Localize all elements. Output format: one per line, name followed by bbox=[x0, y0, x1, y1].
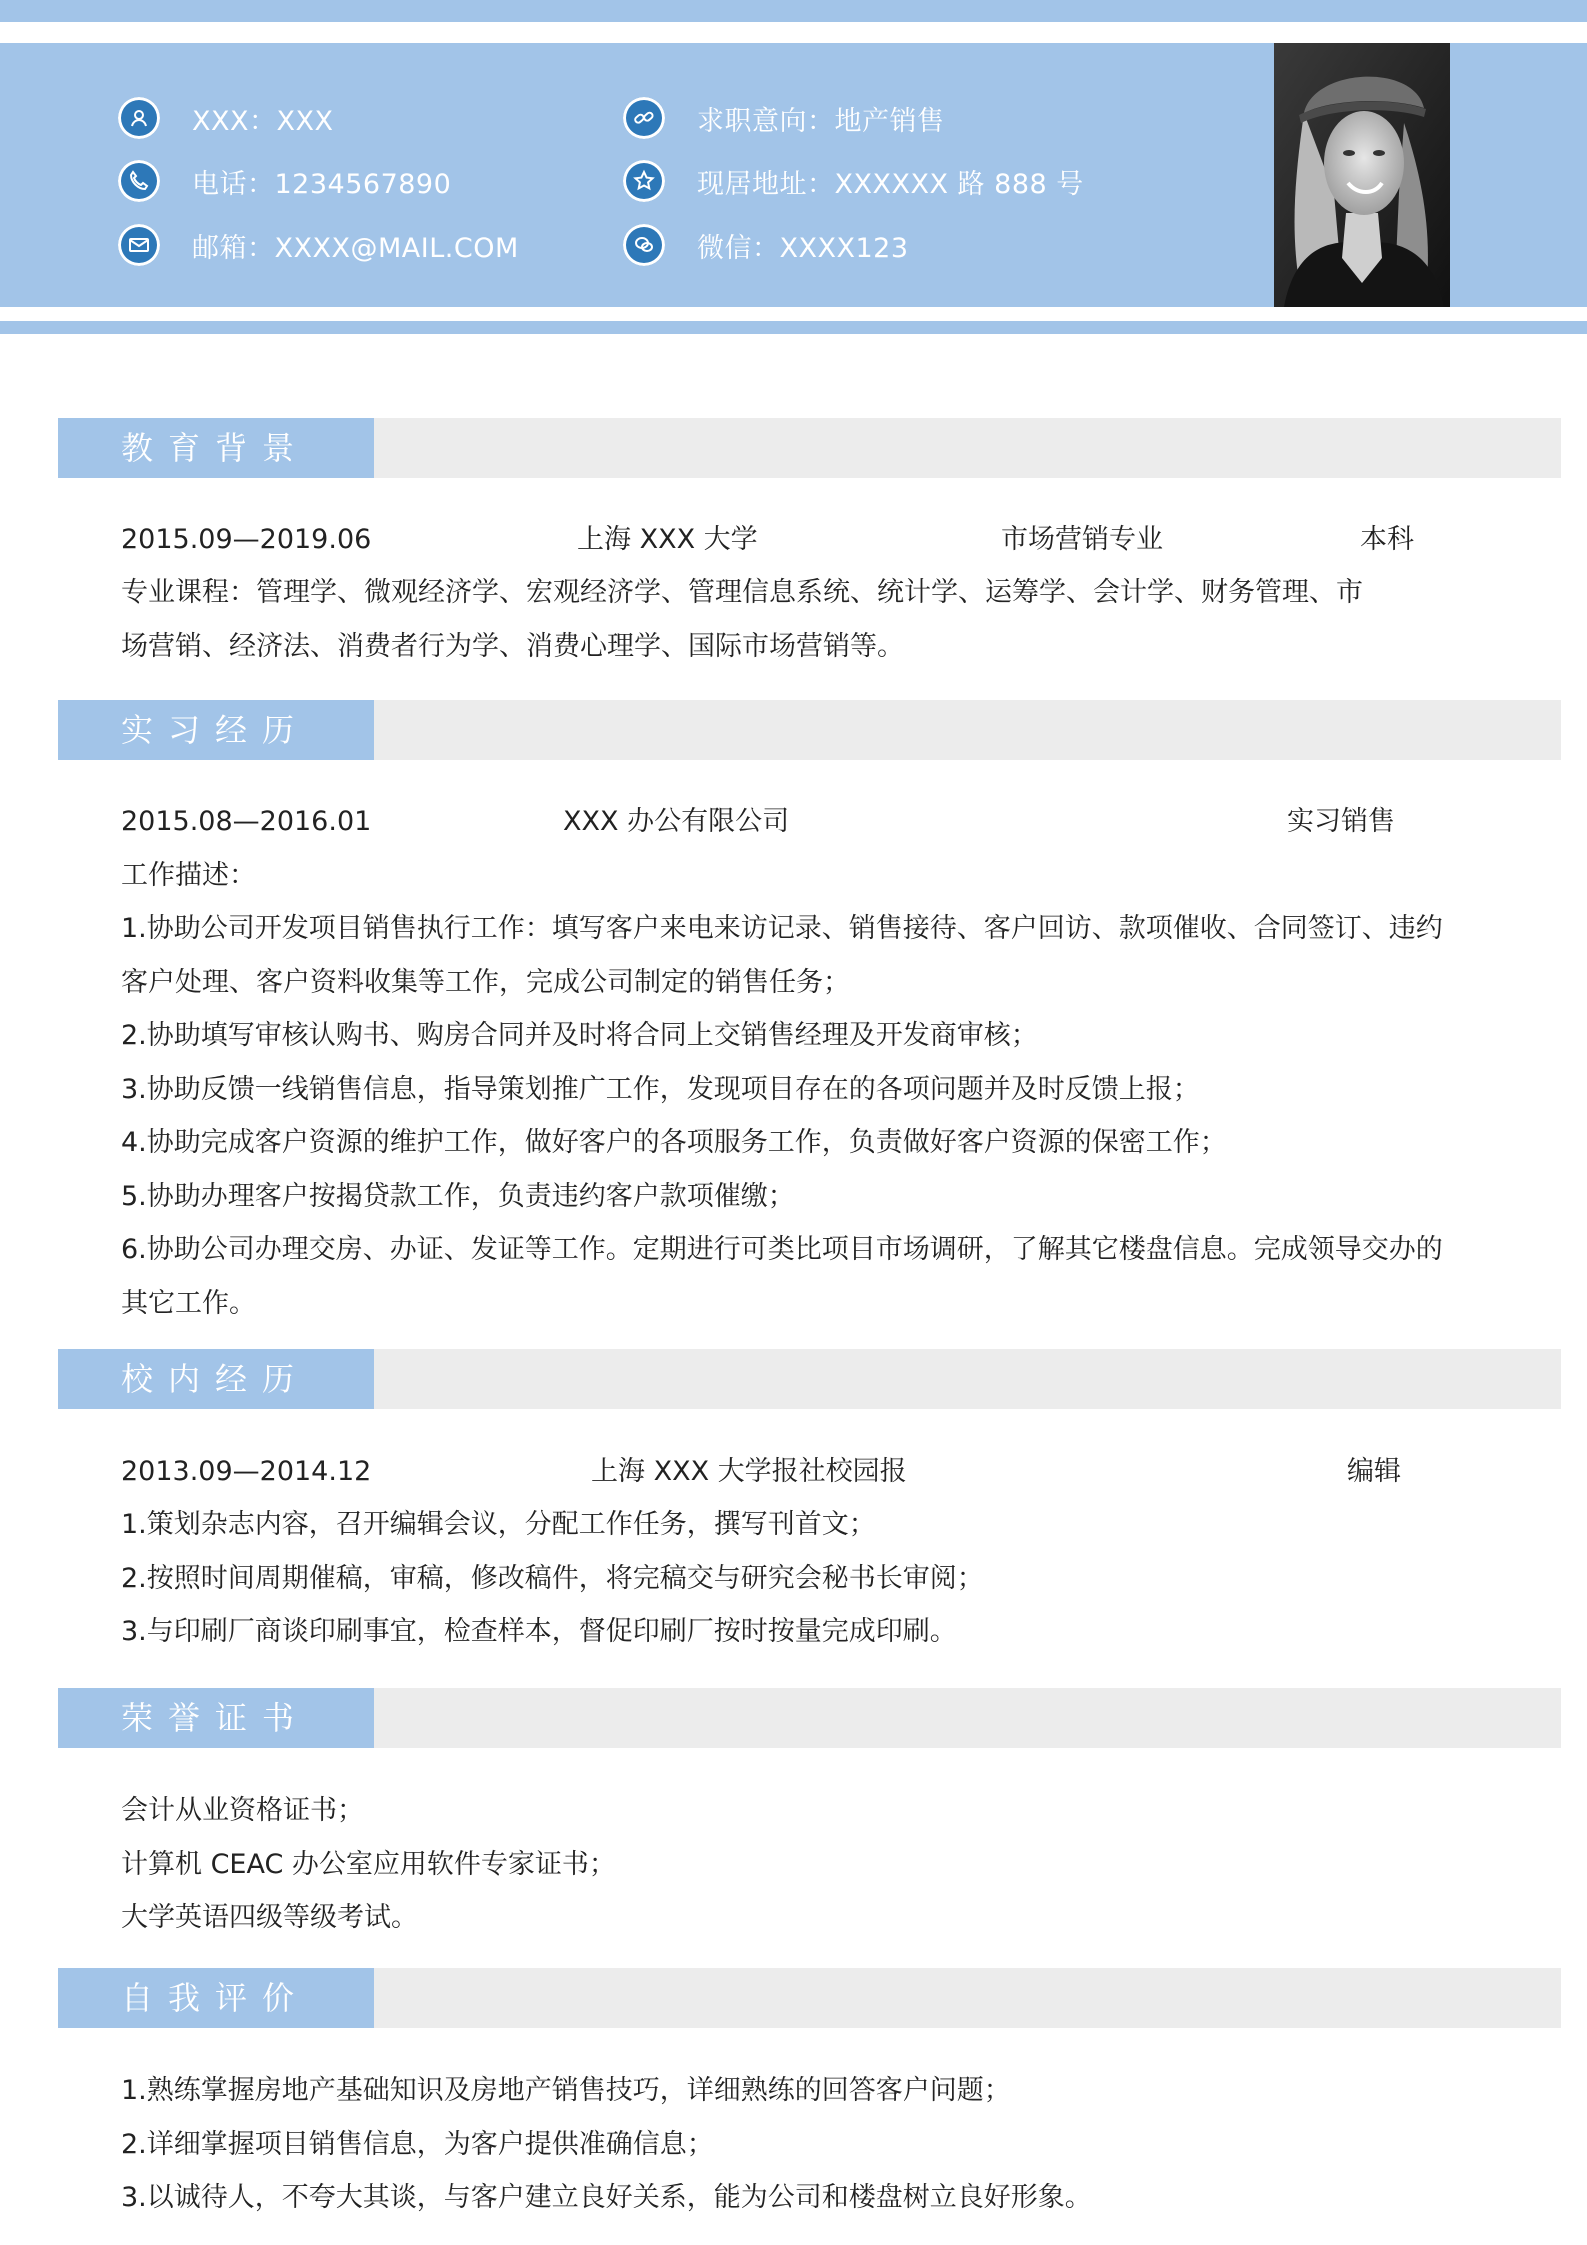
contact-phone bbox=[118, 156, 451, 206]
contact-wechat bbox=[623, 220, 909, 270]
internship-line: 5.协助办理客户按揭贷款工作，负责违约客户款项催缴； bbox=[121, 1181, 795, 1212]
link-icon bbox=[623, 97, 665, 139]
internship-period: 2015.08—2016.01 bbox=[121, 806, 372, 837]
person-icon bbox=[118, 97, 160, 139]
education-school: 上海 XXX 大学 bbox=[577, 524, 758, 555]
internship-desc-label: 工作描述： bbox=[121, 860, 256, 891]
education-major: 市场营销专业 bbox=[1001, 524, 1163, 555]
campus-role: 编辑 bbox=[1347, 1456, 1401, 1487]
campus-org: 上海 XXX 大学报社校园报 bbox=[591, 1456, 907, 1487]
honors-title: 荣誉证书 bbox=[58, 1688, 374, 1748]
contact-email bbox=[118, 220, 519, 270]
wechat-text: 微信：XXXX123 bbox=[697, 232, 909, 264]
header-bottom-stripe bbox=[0, 321, 1587, 334]
campus-line: 3.与印刷厂商谈印刷事宜，检查样本，督促印刷厂按时按量完成印刷。 bbox=[121, 1616, 957, 1647]
education-period: 2015.09—2019.06 bbox=[121, 524, 372, 555]
campus-period: 2013.09—2014.12 bbox=[121, 1456, 372, 1487]
self-line: 3.以诚待人，不夸大其谈，与客户建立良好关系，能为公司和楼盘树立良好形象。 bbox=[121, 2182, 1092, 2213]
self-header bbox=[58, 1968, 1561, 2028]
contact-address bbox=[623, 156, 1084, 206]
internship-company: XXX 办公有限公司 bbox=[563, 806, 790, 837]
contact-objective bbox=[623, 93, 945, 143]
honors-header bbox=[58, 1688, 1561, 1748]
education-courses-cont: 场营销、经济法、消费者行为学、消费心理学、国际市场营销等。 bbox=[121, 631, 904, 662]
self-title: 自我评价 bbox=[58, 1968, 374, 2028]
internship-position: 实习销售 bbox=[1287, 806, 1395, 837]
internship-line: 客户处理、客户资料收集等工作，完成公司制定的销售任务； bbox=[121, 967, 850, 998]
education-degree: 本科 bbox=[1360, 524, 1414, 555]
phone-text: 电话：1234567890 bbox=[192, 168, 452, 200]
honors-line: 计算机 CEAC 办公室应用软件专家证书； bbox=[121, 1849, 616, 1880]
contact-name bbox=[118, 93, 333, 143]
internship-line: 1.协助公司开发项目销售执行工作：填写客户来电来访记录、销售接待、客户回访、款项催收、合同签订、违约 bbox=[121, 913, 1443, 944]
address-text: 现居地址：XXXXXX 路 888 号 bbox=[697, 168, 1084, 200]
campus-title: 校内经历 bbox=[58, 1349, 374, 1409]
name-text: XXX：XXX bbox=[192, 105, 334, 137]
campus-header bbox=[58, 1349, 1561, 1409]
internship-line: 2.协助填写审核认购书、购房合同并及时将合同上交销售经理及开发商审核； bbox=[121, 1020, 1038, 1051]
internship-line: 3.协助反馈一线销售信息，指导策划推广工作，发现项目存在的各项问题并及时反馈上报； bbox=[121, 1074, 1200, 1105]
objective-text: 求职意向：地产销售 bbox=[697, 105, 945, 137]
education-header bbox=[58, 418, 1561, 478]
header-top-stripe bbox=[0, 0, 1587, 22]
honors-line: 大学英语四级等级考试。 bbox=[121, 1902, 418, 1933]
education-courses: 专业课程：管理学、微观经济学、宏观经济学、管理信息系统、统计学、运筹学、会计学、财务管理、市 bbox=[121, 577, 1363, 608]
campus-line: 1.策划杂志内容，召开编辑会议，分配工作任务，撰写刊首文； bbox=[121, 1509, 876, 1540]
self-line: 2.详细掌握项目销售信息，为客户提供准确信息； bbox=[121, 2129, 714, 2160]
campus-line: 2.按照时间周期催稿，审稿，修改稿件，将完稿交与研究会秘书长审阅； bbox=[121, 1563, 984, 1594]
star-icon bbox=[623, 160, 665, 202]
profile-photo bbox=[1274, 43, 1450, 307]
education-title: 教育背景 bbox=[58, 418, 374, 478]
internship-line: 4.协助完成客户资源的维护工作，做好客户的各项服务工作，负责做好客户资源的保密工作； bbox=[121, 1127, 1227, 1158]
internship-header bbox=[58, 700, 1561, 760]
self-line: 1.熟练掌握房地产基础知识及房地产销售技巧，详细熟练的回答客户问题； bbox=[121, 2075, 1011, 2106]
phone-icon bbox=[118, 160, 160, 202]
internship-line: 6.协助公司办理交房、办证、发证等工作。定期进行可类比项目市场调研，了解其它楼盘信息。完成领导交办的 bbox=[121, 1234, 1443, 1265]
honors-line: 会计从业资格证书； bbox=[121, 1795, 364, 1826]
internship-line: 其它工作。 bbox=[121, 1288, 256, 1319]
email-text: 邮箱：XXXX@MAIL.COM bbox=[192, 232, 519, 264]
mail-icon bbox=[118, 224, 160, 266]
internship-title: 实习经历 bbox=[58, 700, 374, 760]
wechat-icon bbox=[623, 224, 665, 266]
